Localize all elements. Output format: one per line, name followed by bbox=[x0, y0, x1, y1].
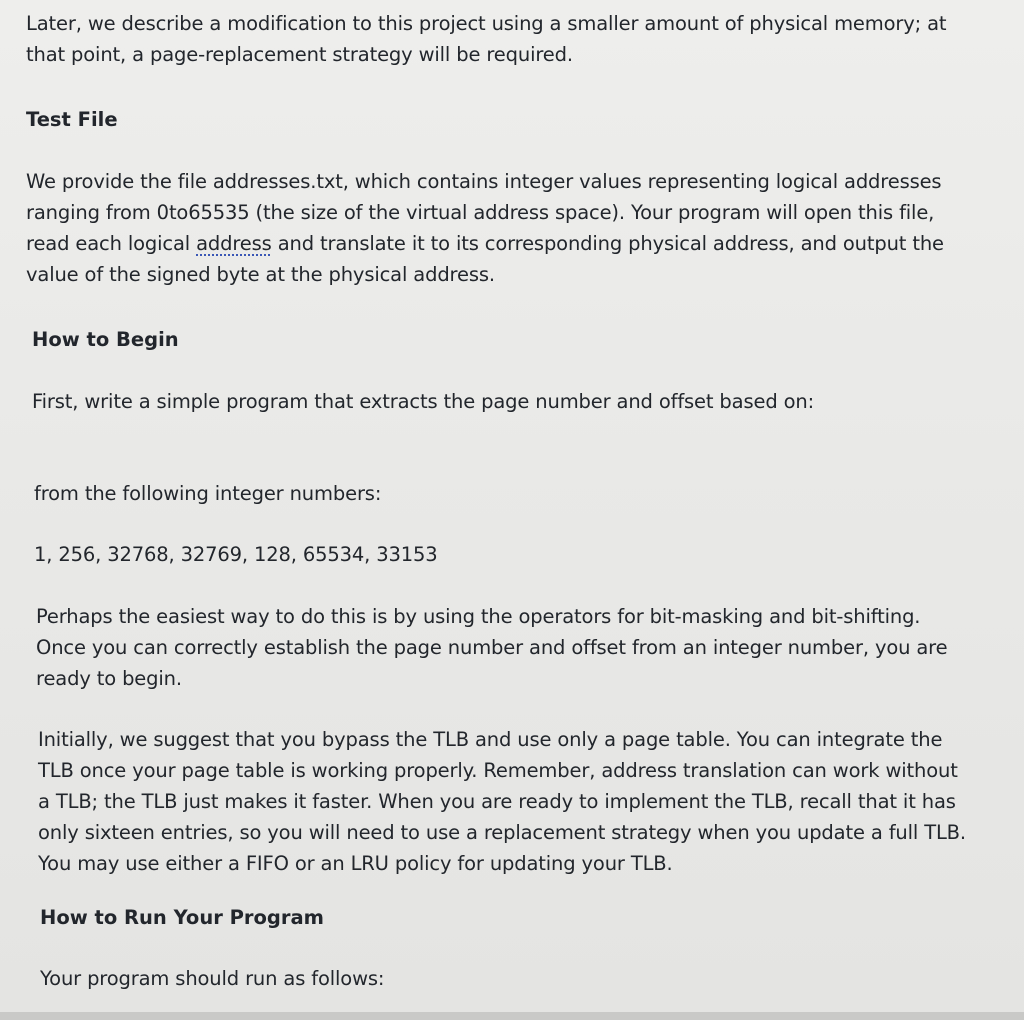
perhaps-line-3: ready to begin. bbox=[36, 667, 182, 690]
test-file-line-3-pre: read each logical bbox=[26, 232, 197, 255]
initially-line-5: You may use either a FIFO or an LRU policy for updating your TLB. bbox=[38, 852, 673, 875]
test-file-line-3-post: and translate it to its corresponding physical address, and output the bbox=[271, 232, 944, 255]
how-to-run-line-1: Your program should run as follows: bbox=[40, 967, 385, 990]
test-file-heading: Test File bbox=[26, 108, 118, 131]
initially-line-4: only sixteen entries, so you will need to use a replacement strategy when you update a full TLB. bbox=[38, 821, 966, 844]
numbers-paragraph bbox=[34, 539, 438, 570]
how-to-begin-heading: How to Begin bbox=[32, 328, 179, 351]
perhaps-paragraph bbox=[36, 601, 947, 694]
how-to-run-paragraph bbox=[40, 963, 384, 994]
initially-line-2: TLB once your page table is working properly. Remember, address translation can work without bbox=[38, 759, 958, 782]
screen-bottom-edge bbox=[0, 1012, 1024, 1020]
test-file-line-3 bbox=[26, 228, 944, 259]
how-to-begin-heading-wrap bbox=[32, 324, 179, 355]
test-file-heading-wrap bbox=[26, 104, 118, 135]
how-to-begin-line-1: First, write a simple program that extracts the page number and offset based on: bbox=[32, 390, 815, 413]
initially-line-1: Initially, we suggest that you bypass the TLB and use only a page table. You can integrate the bbox=[38, 728, 943, 751]
how-to-run-heading-wrap bbox=[40, 902, 324, 933]
initially-paragraph bbox=[38, 724, 966, 879]
how-to-begin-paragraph bbox=[32, 386, 814, 417]
numbers-line: 1, 256, 32768, 32769, 128, 65534, 33153 bbox=[34, 543, 438, 566]
initially-line-3: a TLB; the TLB just makes it faster. When you are ready to implement the TLB, recall that it has bbox=[38, 790, 956, 813]
test-file-line-4: value of the signed byte at the physical address. bbox=[26, 263, 495, 286]
test-file-paragraph bbox=[26, 166, 944, 290]
perhaps-line-2: Once you can correctly establish the page number and offset from an integer number, you are bbox=[36, 636, 948, 659]
from-following-paragraph bbox=[34, 478, 381, 509]
test-file-line-1: We provide the file addresses.txt, which contains integer values representing logical addresses bbox=[26, 170, 942, 193]
how-to-run-heading: How to Run Your Program bbox=[40, 906, 324, 929]
intro-paragraph bbox=[26, 8, 946, 70]
perhaps-line-1: Perhaps the easiest way to do this is by using the operators for bit-masking and bit-shifting. bbox=[36, 605, 921, 628]
from-following-line: from the following integer numbers: bbox=[34, 482, 382, 505]
intro-line-1: Later, we describe a modification to this project using a smaller amount of physical memory; at bbox=[26, 12, 947, 35]
test-file-line-2: ranging from 0to65535 (the size of the virtual address space). Your program will open this file, bbox=[26, 201, 935, 224]
spellcheck-underlined-word[interactable]: address bbox=[196, 232, 272, 255]
intro-line-2: that point, a page-replacement strategy will be required. bbox=[26, 43, 573, 66]
